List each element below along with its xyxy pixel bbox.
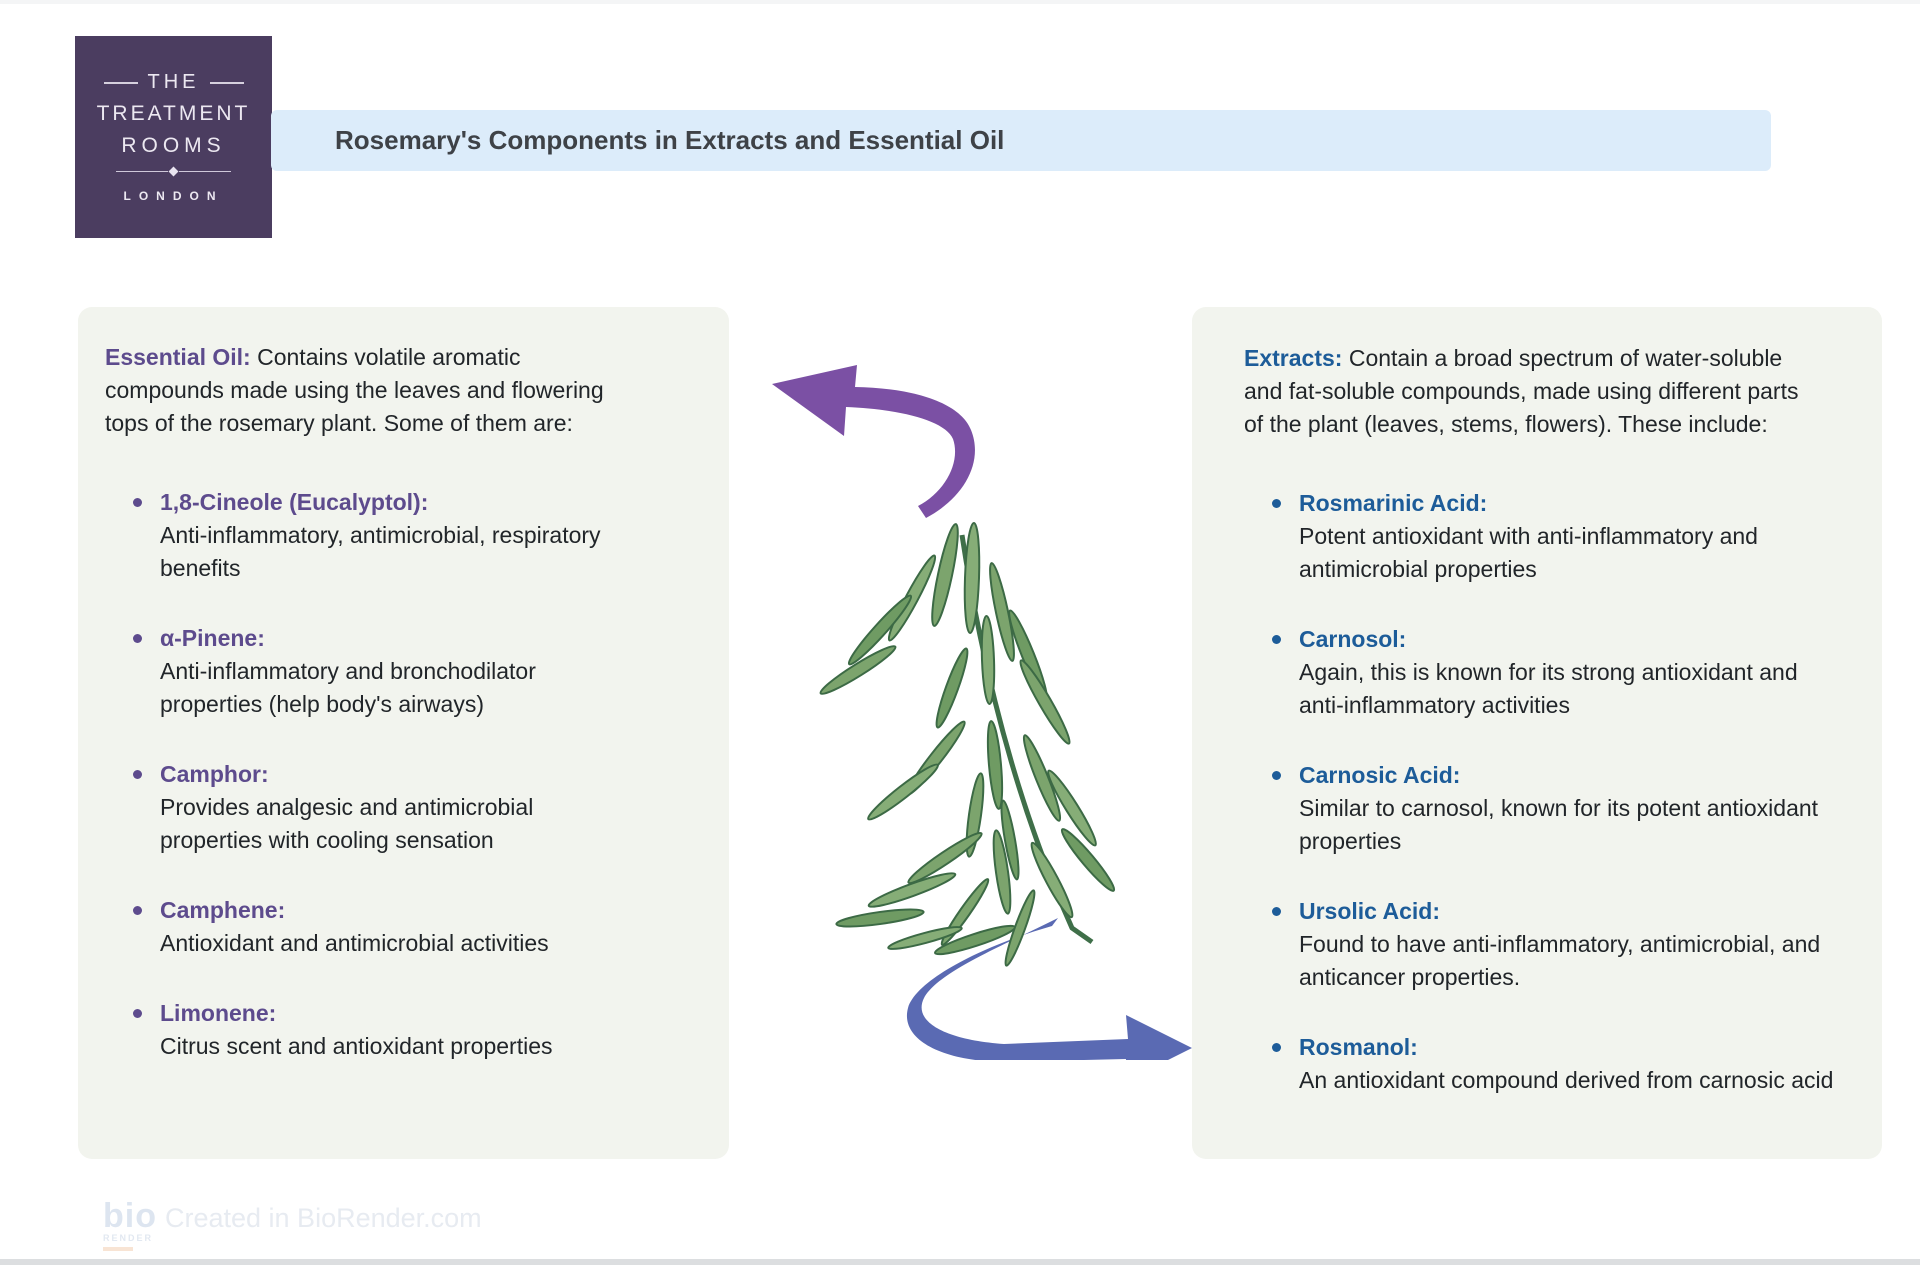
list-item	[133, 622, 693, 721]
list-item	[1272, 759, 1856, 858]
rosemary-sprig-illustration	[818, 523, 1119, 968]
list-item	[1272, 487, 1856, 586]
list-item	[1272, 623, 1856, 722]
compound-term: 1,8-Cineole (Eucalyptol):	[160, 489, 429, 515]
logo-word-treatment: TREATMENT	[96, 102, 251, 125]
compound-term: Carnosic Acid:	[1299, 762, 1461, 788]
logo-word-the: THE	[147, 71, 200, 93]
compound-desc: Anti-inflammatory, antimicrobial, respiratory benefits	[160, 522, 601, 581]
ornament-line-right	[179, 171, 231, 172]
center-illustration	[740, 340, 1200, 1060]
purple-arrow-icon	[772, 365, 975, 518]
page-title: Rosemary's Components in Extracts and Essential Oil	[335, 125, 1005, 155]
compound-term: Ursolic Acid:	[1299, 898, 1441, 924]
logo-dash-left	[104, 82, 138, 84]
top-border-line	[0, 0, 1920, 4]
essential-oil-intro	[105, 341, 637, 440]
logo-word-london: LONDON	[123, 189, 224, 203]
extracts-panel	[1192, 307, 1882, 1159]
logo-word-rooms: ROOMS	[121, 134, 226, 157]
ornament-diamond	[169, 167, 179, 177]
essential-oil-list	[105, 486, 693, 1063]
compound-term: Limonene:	[160, 1000, 277, 1026]
compound-term: Camphene:	[160, 897, 286, 923]
list-item	[1272, 1031, 1856, 1097]
list-item	[133, 894, 693, 960]
treatment-rooms-logo	[75, 36, 272, 238]
list-item	[133, 997, 693, 1063]
compound-desc: Again, this is known for its strong antioxidant and anti-inflammatory activities	[1299, 659, 1798, 718]
biorender-logo	[103, 1197, 157, 1251]
bottom-border-line	[0, 1259, 1920, 1265]
biorender-logo-sub: RENDER	[103, 1233, 154, 1243]
compound-desc: An antioxidant compound derived from carnosic acid	[1299, 1067, 1834, 1093]
compound-term: Rosmarinic Acid:	[1299, 490, 1488, 516]
extracts-intro	[1244, 342, 1812, 441]
extracts-lead: Extracts:	[1244, 345, 1349, 371]
list-item	[1272, 895, 1856, 994]
compound-desc: Found to have anti-inflammatory, antimicrobial, and anticancer properties.	[1299, 931, 1821, 990]
watermark-text: Created in BioRender.com	[164, 1203, 482, 1233]
logo-ornament	[116, 168, 231, 175]
compound-term: α-Pinene:	[160, 625, 265, 651]
compound-desc: Similar to carnosol, known for its potent antioxidant properties	[1299, 795, 1819, 854]
list-item	[133, 486, 693, 585]
extracts-list	[1244, 487, 1856, 1097]
compound-desc: Citrus scent and antioxidant properties	[160, 1033, 553, 1059]
biorender-logo-accent	[103, 1247, 133, 1251]
compound-desc: Provides analgesic and antimicrobial properties with cooling sensation	[160, 794, 534, 853]
essential-oil-panel	[78, 307, 729, 1159]
logo-dash-right	[210, 82, 244, 84]
list-item	[133, 758, 693, 857]
biorender-logo-text: bio	[103, 1197, 157, 1235]
compound-term: Camphor:	[160, 761, 269, 787]
essential-oil-intro-text: Contains volatile aromatic compounds made using the leaves and flowering tops of the rosemary plant. Some of them are:	[105, 344, 604, 436]
biorender-watermark	[103, 1197, 482, 1251]
ornament-line-left	[116, 171, 168, 172]
compound-desc: Antioxidant and antimicrobial activities	[160, 930, 549, 956]
essential-oil-lead: Essential Oil:	[105, 344, 258, 370]
compound-term: Rosmanol:	[1299, 1034, 1418, 1060]
compound-term: Carnosol:	[1299, 626, 1407, 652]
compound-desc: Potent antioxidant with anti-inflammatory and antimicrobial properties	[1299, 523, 1758, 582]
extracts-intro-text: Contain a broad spectrum of water-soluble and fat-soluble compounds, made using different parts of the plant (leaves, stems, flowers). These include:	[1244, 345, 1799, 437]
title-banner	[271, 110, 1771, 171]
compound-desc: Anti-inflammatory and bronchodilator properties (help body's airways)	[160, 658, 536, 717]
logo-line-the	[104, 71, 244, 94]
